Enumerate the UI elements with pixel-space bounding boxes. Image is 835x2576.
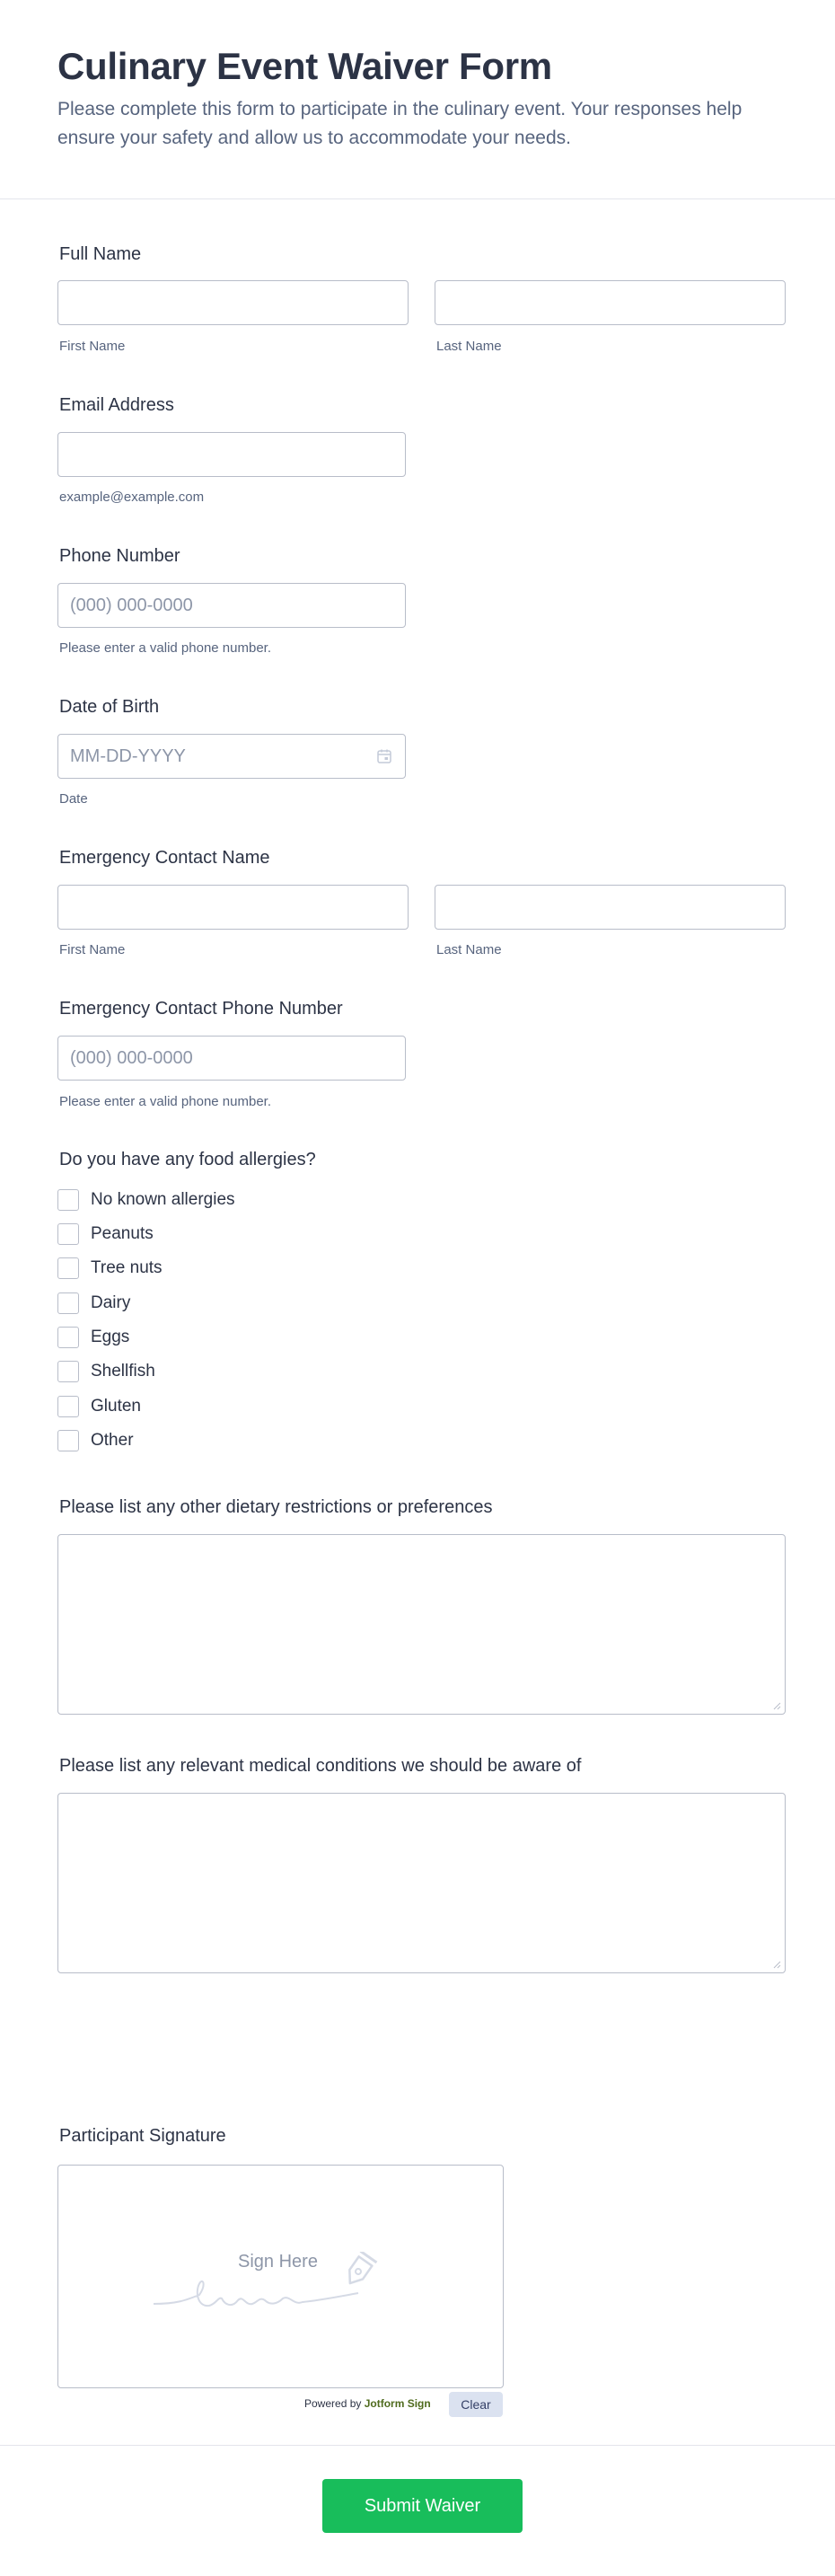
- checkbox[interactable]: [57, 1361, 79, 1382]
- dob-input[interactable]: [57, 734, 406, 779]
- dob-placeholder: MM-DD-YYYY: [70, 745, 186, 766]
- checkbox[interactable]: [57, 1327, 79, 1348]
- allergies-label: Do you have any food allergies?: [59, 1150, 316, 1169]
- allergy-option-tree-nuts[interactable]: [57, 1257, 163, 1280]
- powered-by-brand: Jotform Sign: [364, 2397, 431, 2410]
- signature-placeholder: Sign Here: [238, 2252, 318, 2272]
- allergy-option-other[interactable]: [57, 1429, 134, 1452]
- phone-sublabel: Please enter a valid phone number.: [59, 640, 271, 656]
- email-label: Email Address: [59, 395, 174, 415]
- email-input[interactable]: [57, 432, 406, 477]
- checkbox-label: Other: [91, 1431, 134, 1450]
- resize-grip-icon[interactable]: [773, 1702, 781, 1710]
- full-name-label: Full Name: [59, 244, 142, 264]
- checkbox-label: Gluten: [91, 1397, 141, 1416]
- medical-label: Please list any relevant medical conditions we should be aware of: [59, 1756, 582, 1776]
- phone-input[interactable]: (000) 000-0000: [57, 583, 406, 628]
- emergency-first-name-input[interactable]: [57, 885, 409, 930]
- emergency-phone-label: Emergency Contact Phone Number: [59, 999, 343, 1019]
- checkbox[interactable]: [57, 1430, 79, 1451]
- emergency-phone-input[interactable]: (000) 000-0000: [57, 1036, 406, 1081]
- checkbox-label: Peanuts: [91, 1224, 154, 1243]
- checkbox-label: Tree nuts: [91, 1258, 163, 1277]
- emergency-first-sublabel: First Name: [59, 942, 126, 957]
- checkbox[interactable]: [57, 1189, 79, 1211]
- allergy-option-shellfish[interactable]: [57, 1360, 155, 1383]
- allergy-option-peanuts[interactable]: [57, 1222, 154, 1246]
- first-name-sublabel: First Name: [59, 339, 126, 354]
- checkbox[interactable]: [57, 1257, 79, 1279]
- dietary-label: Please list any other dietary restrictions or preferences: [59, 1497, 493, 1517]
- signature-pad[interactable]: [57, 2165, 504, 2388]
- form-header: [0, 0, 835, 199]
- checkbox[interactable]: [57, 1292, 79, 1314]
- checkbox[interactable]: [57, 1396, 79, 1417]
- emergency-name-label: Emergency Contact Name: [59, 848, 270, 868]
- allergy-option-no-known[interactable]: [57, 1188, 235, 1212]
- powered-by-prefix: Powered by: [304, 2397, 362, 2410]
- emergency-phone-sublabel: Please enter a valid phone number.: [59, 1094, 271, 1109]
- last-name-input[interactable]: [435, 280, 786, 325]
- form-title: Culinary Event Waiver Form: [57, 45, 552, 87]
- clear-signature-button[interactable]: Clear: [449, 2392, 503, 2417]
- signature-label: Participant Signature: [59, 2126, 226, 2146]
- checkbox[interactable]: [57, 1223, 79, 1245]
- checkbox-label: Eggs: [91, 1328, 130, 1346]
- phone-label: Phone Number: [59, 546, 180, 566]
- dob-label: Date of Birth: [59, 697, 160, 717]
- allergy-option-dairy[interactable]: [57, 1292, 130, 1315]
- emergency-last-sublabel: Last Name: [436, 942, 502, 957]
- checkbox-label: Shellfish: [91, 1362, 155, 1381]
- form-subtitle: Please complete this form to participate in the culinary event. Your responses help ensure your safety and allow us to accommodate your needs.: [57, 99, 743, 148]
- checkbox-label: No known allergies: [91, 1190, 235, 1209]
- submit-waiver-button[interactable]: Submit Waiver: [322, 2479, 523, 2533]
- first-name-input[interactable]: [57, 280, 409, 325]
- checkbox-label: Dairy: [91, 1293, 131, 1312]
- last-name-sublabel: Last Name: [436, 339, 502, 354]
- allergy-option-eggs[interactable]: [57, 1326, 129, 1349]
- dietary-textarea[interactable]: [57, 1534, 786, 1715]
- calendar-icon[interactable]: [376, 748, 392, 764]
- powered-by: [304, 2397, 431, 2410]
- allergy-option-gluten[interactable]: [57, 1395, 141, 1418]
- medical-textarea[interactable]: [57, 1793, 786, 1973]
- dob-sublabel: Date: [59, 791, 88, 807]
- emergency-last-name-input[interactable]: [435, 885, 786, 930]
- footer-divider: [0, 2445, 835, 2446]
- resize-grip-icon[interactable]: [773, 1961, 781, 1969]
- email-sublabel: example@example.com: [59, 490, 205, 505]
